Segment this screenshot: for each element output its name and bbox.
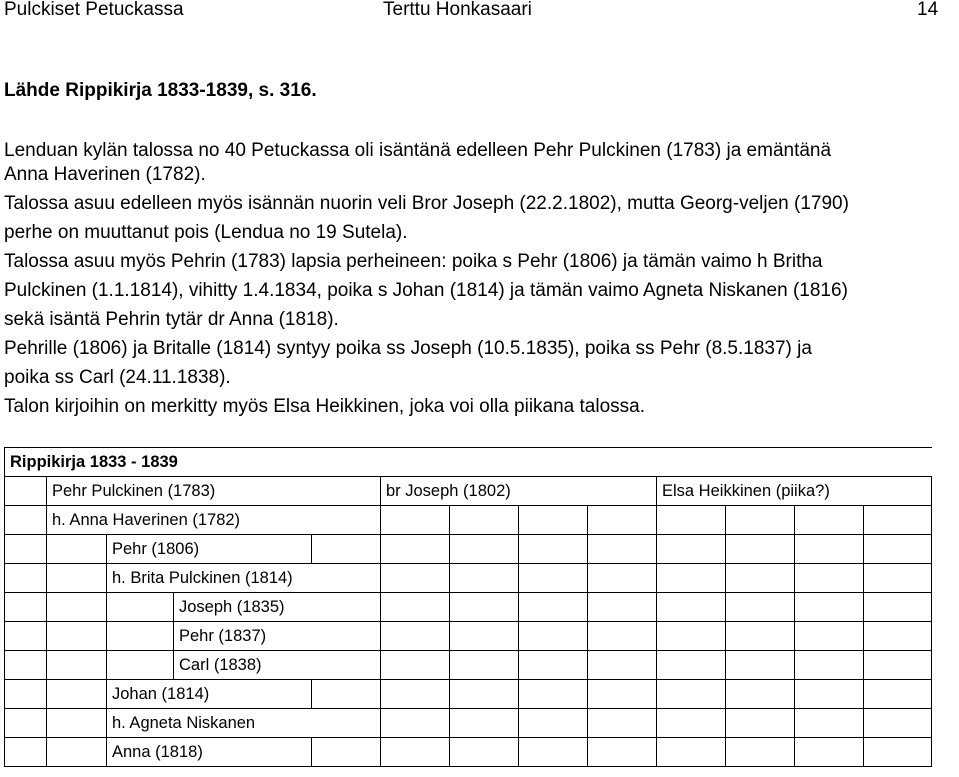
register-son-wife: h. Brita Pulckinen (1814) (107, 564, 381, 593)
table-row (5, 564, 932, 593)
table-row (5, 535, 932, 564)
table-cell (5, 477, 47, 506)
body-paragraph (4, 136, 959, 421)
page-number: 14 (917, 0, 939, 20)
register-daughter: Anna (1818) (107, 738, 312, 767)
register-grandchild: Pehr (1837) (174, 622, 381, 651)
table-row (5, 448, 932, 477)
register-son2: Johan (1814) (107, 680, 312, 709)
paragraph-line: poika ss Carl (24.11.1838). (4, 367, 231, 388)
paragraph-line: Talossa asuu myös Pehrin (1783) lapsia perheineen: poika s Pehr (1806) ja tämän vaimo h Britha (4, 251, 823, 272)
register-grandchild: Carl (1838) (174, 651, 381, 680)
register-son: Pehr (1806) (107, 535, 312, 564)
register-brother: br Joseph (1802) (381, 477, 657, 506)
paragraph-line: Lenduan kylän talossa no 40 Petuckassa oli isäntänä edelleen Pehr Pulckinen (1783) ja emäntänä (4, 140, 832, 161)
header-left-title: Pulckiset Petuckassa (4, 0, 184, 20)
paragraph-line: Pulckinen (1.1.1814), vihitty 1.4.1834, poika s Johan (1814) ja tämän vaimo Agneta Niskanen (1816) (4, 280, 848, 301)
register-table (4, 447, 932, 767)
table-row (5, 738, 932, 767)
paragraph-line: sekä isäntä Pehrin tytär dr Anna (1818). (4, 309, 339, 330)
table-row (5, 506, 932, 535)
paragraph-line: Anna Haverinen (1782). (4, 164, 206, 185)
register-title: Rippikirja 1833 - 1839 (5, 448, 932, 477)
paragraph-line: Pehrille (1806) ja Britalle (1814) syntyy poika ss Joseph (10.5.1835), poika ss Pehr (8.5.1837) ja (4, 338, 812, 359)
register-head-person: Pehr Pulckinen (1783) (47, 477, 381, 506)
table-row (5, 477, 932, 506)
source-title: Lähde Rippikirja 1833-1839, s. 316. (4, 80, 317, 101)
register-grandchild: Joseph (1835) (174, 593, 381, 622)
header-author: Terttu Honkasaari (383, 0, 532, 20)
paragraph-line: perhe on muuttanut pois (Lendua no 19 Sutela). (4, 222, 408, 243)
table-row (5, 651, 932, 680)
table-row (5, 593, 932, 622)
table-row (5, 709, 932, 738)
register-son2-wife: h. Agneta Niskanen (107, 709, 381, 738)
register-wife: h. Anna Haverinen (1782) (47, 506, 381, 535)
paragraph-line: Talossa asuu edelleen myös isännän nuorin veli Bror Joseph (22.2.1802), mutta Georg-veljen (1790) (4, 193, 849, 214)
table-cell (5, 506, 47, 535)
table-row (5, 680, 932, 709)
table-row (5, 622, 932, 651)
register-maid: Elsa Heikkinen (piika?) (657, 477, 932, 506)
paragraph-line: Talon kirjoihin on merkitty myös Elsa Heikkinen, joka voi olla piikana talossa. (4, 396, 646, 417)
